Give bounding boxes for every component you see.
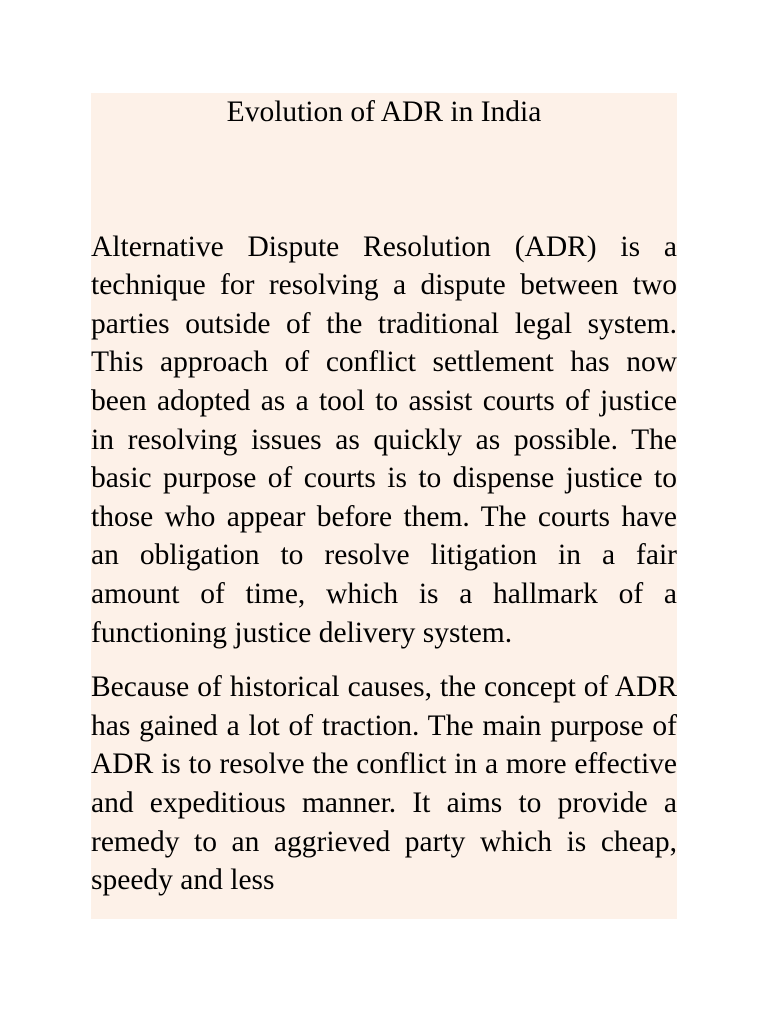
paragraph-1: Alternative Dispute Resolution (ADR) is a technique for resolving a dispute between two parties outside of the traditional legal system. This approach of conflict settlement has now been adopted as a tool to assist courts of justice in resolving issues as quickly as possible. The basic purpose of courts is to dispense justice to those who appear before them. The courts have an obligation to resolve litigation in a fair amount of time, which is a hallmark of a functioning justice delivery system. [91,230,677,649]
title-spacer [91,132,677,228]
document-title: Evolution of ADR in India [226,96,542,128]
paragraph-2: Because of historical causes, the concept of ADR has gained a lot of traction. The main purpose of ADR is to resolve the conflict in a more effective and expeditious manner. It aims to provide a remedy to an aggrieved party which is cheap, speedy and less [91,671,677,897]
document-text-block [91,93,677,919]
